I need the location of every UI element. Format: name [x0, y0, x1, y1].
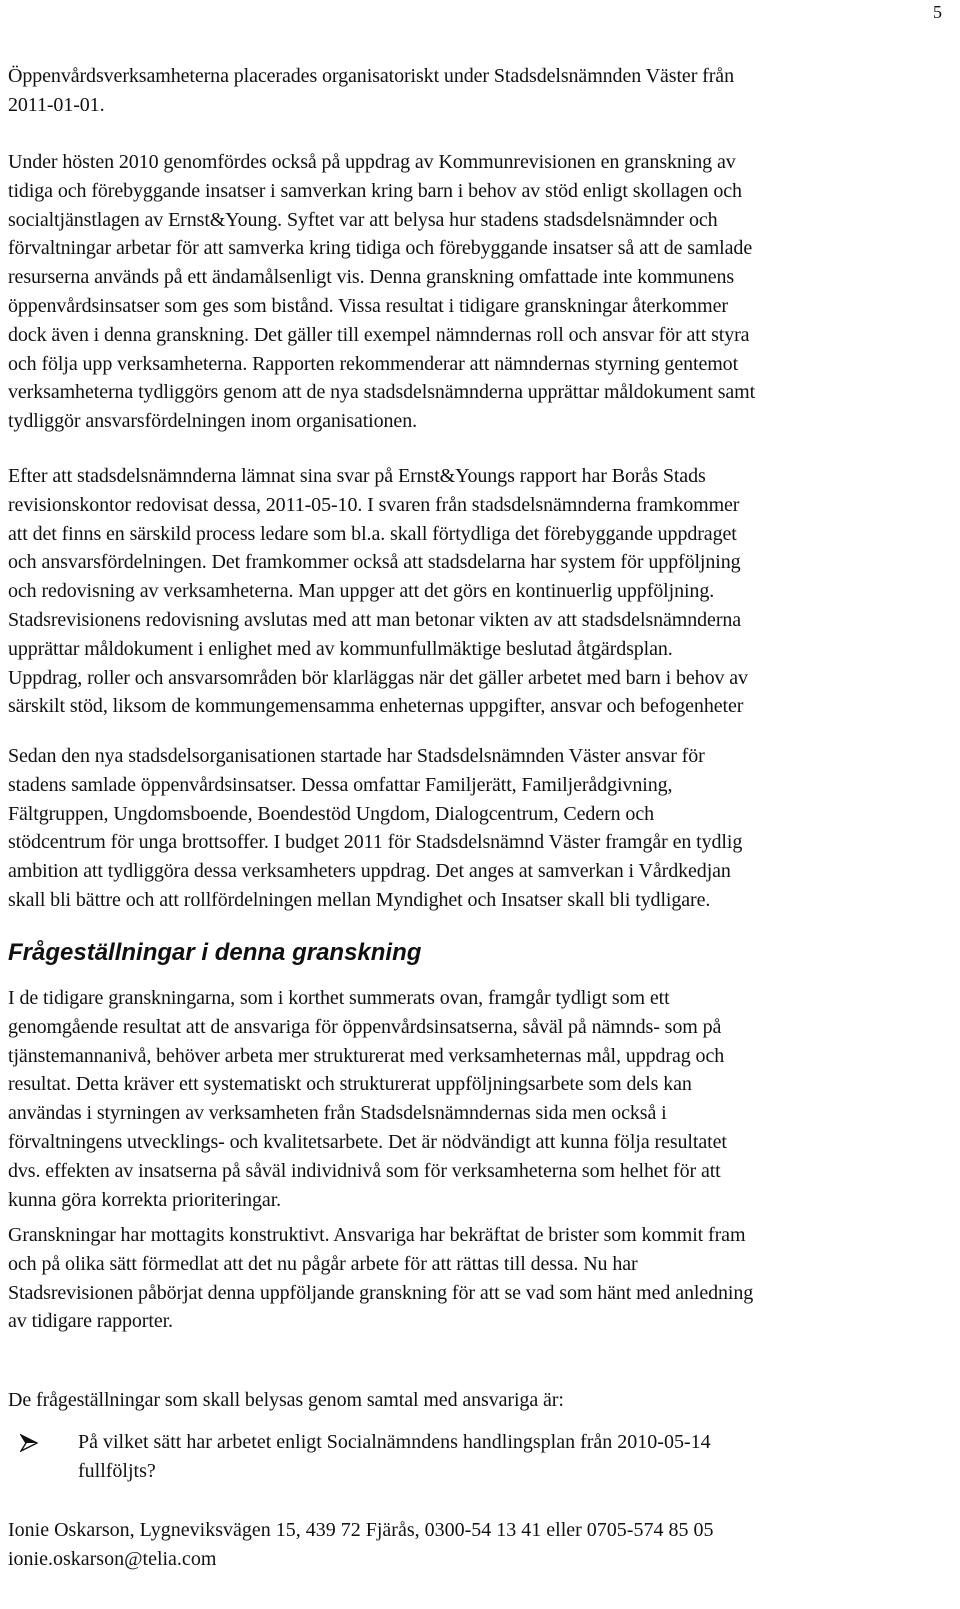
- text-line: dock även i denna granskning. Det gäller till exempel nämndernas roll och ansvar för att styra: [8, 323, 750, 346]
- text-line: och följa upp verksamheterna. Rapporten rekommenderar att nämndernas styrning gentemot: [8, 352, 739, 375]
- text-line: upprättar måldokument i enlighet med av kommunfullmäktige beslutad åtgärdsplan.: [8, 637, 673, 660]
- paragraph-1: [8, 62, 948, 120]
- paragraph-2: [8, 148, 948, 436]
- text-line: av tidigare rapporter.: [8, 1310, 173, 1333]
- text-line: revisionskontor redovisat dessa, 2011-05-10. I svaren från stadsdelsnämnderna framkommer: [8, 493, 740, 516]
- text-line: verksamheterna tydliggörs genom att de nya stadsdelsnämnderna upprättar måldokument samt: [8, 381, 756, 404]
- text-line: tidiga och förebyggande insatser i samverkan kring barn i behov av stöd enligt skollagen och: [8, 179, 742, 202]
- paragraph-5: [8, 984, 948, 1214]
- paragraph-7: [8, 1386, 948, 1415]
- text-line: Öppenvårdsverksamheterna placerades organisatoriskt under Stadsdelsnämnden Väster från: [8, 65, 734, 87]
- paragraph-4: [8, 742, 948, 915]
- paragraph-6: [8, 1221, 948, 1336]
- text-line: Efter att stadsdelsnämnderna lämnat sina svar på Ernst&Youngs rapport har Borås Stads: [8, 465, 706, 487]
- text-line: genomgående resultat att de ansvariga för öppenvårdsinsatserna, såväl på nämnds- som på: [8, 1015, 722, 1038]
- text-line: Fältgruppen, Ungdomsboende, Boendestöd Ungdom, Dialogcentrum, Cedern och: [8, 802, 655, 825]
- text-line: Uppdrag, roller och ansvarsområden bör klarläggas när det gäller arbetet med barn i behov av: [8, 666, 748, 689]
- text-line: resurserna används på ett ändamålsenligt vis. Denna granskning omfattade inte kommunens: [8, 266, 735, 289]
- footer-email: ionie.oskarson@telia.com: [8, 1547, 217, 1570]
- footer-contact: [8, 1516, 713, 1574]
- text-line: Sedan den nya stadsdelsorganisationen startade har Stadsdelsnämnden Väster ansvar för: [8, 745, 705, 767]
- text-line: Stadsrevisionen påbörjat denna uppföljande granskning för att se vad som hänt med anledning: [8, 1281, 754, 1304]
- text-line: stadens samlade öppenvårdsinsatser. Dessa omfattar Familjerätt, Familjerådgivning,: [8, 773, 673, 796]
- text-line: dvs. effekten av insatserna på såväl individnivå som för verksamheterna som helhet för att: [8, 1159, 721, 1182]
- text-line: I de tidigare granskningarna, som i korthet summerats ovan, framgår tydligt som ett: [8, 987, 670, 1009]
- page-number: 5: [933, 2, 942, 22]
- section-heading: Frågeställningar i denna granskning: [8, 939, 422, 966]
- text-line: och redovisning av verksamheterna. Man uppger att det görs en kontinuerlig uppföljning.: [8, 580, 715, 603]
- text-line: öppenvårdsinsatser som ges som bistånd. Vissa resultat i tidigare granskningar återkommer: [8, 294, 728, 317]
- text-line: stödcentrum för unga brottsoffer. I budget 2011 för Stadsdelsnämnd Väster framgår en tydlig: [8, 831, 743, 854]
- text-line: ambition att tydliggöra dessa verksamheters uppdrag. Det anges at samverkan i Vårdkedjan: [8, 860, 731, 883]
- text-line: 2011-01-01.: [8, 93, 105, 116]
- text-line: Granskningar har mottagits konstruktivt. Ansvariga har bekräftat de brister som kommit fram: [8, 1224, 746, 1246]
- text-line: Stadsrevisionens redovisning avslutas med att man betonar vikten av att stadsdelsnämnderna: [8, 608, 742, 631]
- text-line: De frågeställningar som skall belysas genom samtal med ansvariga är:: [8, 1389, 564, 1411]
- text-line: tydliggör ansvarsfördelningen inom organisationen.: [8, 410, 417, 433]
- text-line: användas i styrningen av verksamheten från Stadsdelsnämndernas sida men också i: [8, 1102, 667, 1125]
- text-line: Under hösten 2010 genomfördes också på uppdrag av Kommunrevisionen en granskning av: [8, 151, 736, 173]
- text-line: resultat. Detta kräver ett systematiskt och strukturerat uppföljningsarbete som dels kan: [8, 1073, 692, 1096]
- text-line: särskilt stöd, liksom de kommungemensamma enheternas uppgifter, ansvar och befogenheter: [8, 695, 744, 718]
- text-line: På vilket sätt har arbetet enligt Socialnämndens handlingsplan från 2010-05-14: [78, 1431, 711, 1453]
- text-line: kunna göra korrekta prioriteringar.: [8, 1188, 282, 1211]
- text-line: tjänstemannanivå, behöver arbeta mer strukturerat med verksamheternas mål, uppdrag och: [8, 1044, 725, 1067]
- footer-address: Ionie Oskarson, Lygneviksvägen 15, 439 72 Fjärås, 0300-54 13 41 eller 0705-574 85 05: [8, 1519, 714, 1541]
- arrow-bullet-icon: [20, 1434, 38, 1457]
- text-line: skall bli bättre och att rollfördelningen mellan Myndighet och Insatser skall bli tydligare.: [8, 888, 711, 911]
- text-line: att det finns en särskild process ledare som bl.a. skall förtydliga det förebyggande uppdraget: [8, 522, 737, 545]
- text-line: förvaltningens utvecklings- och kvalitetsarbete. Det är nödvändigt att kunna följa resultatet: [8, 1130, 727, 1153]
- text-line: socialtjänstlagen av Ernst&Young. Syftet var att belysa hur stadens stadsdelsnämnder och: [8, 208, 718, 231]
- text-line: fullföljts?: [78, 1459, 156, 1482]
- paragraph-3: [8, 462, 948, 721]
- text-line: och på olika sätt förmedlat att det nu pågår arbete för att rättas till dessa. Nu har: [8, 1252, 638, 1275]
- text-line: och ansvarsfördelningen. Det framkommer också att stadsdelarna har system för uppföljning: [8, 551, 741, 574]
- text-line: förvaltningar arbetar för att samverka kring tidiga och förebyggande insatser så att de samlade: [8, 237, 753, 260]
- bullet-text: [78, 1428, 711, 1486]
